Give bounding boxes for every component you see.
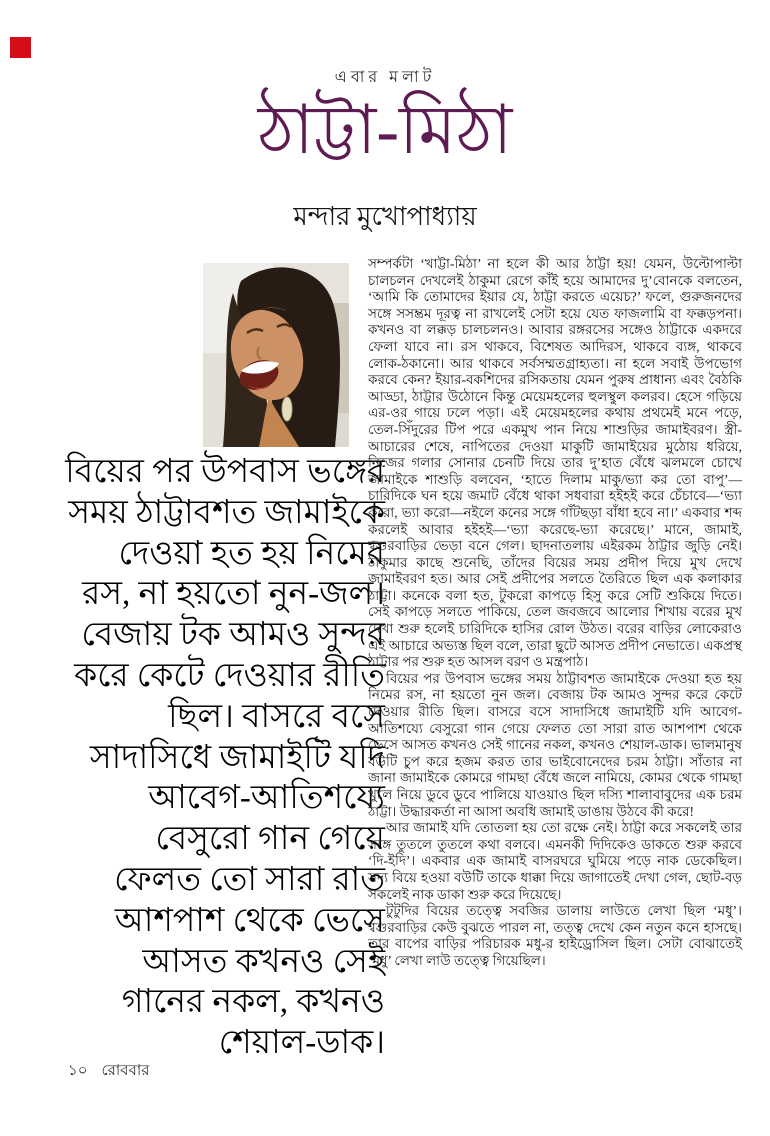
pull-quote	[40, 452, 385, 1064]
pull-quote-line: ছিল। বাসরে বসে	[168, 698, 385, 735]
page-number: ১০	[68, 1063, 88, 1079]
pull-quote-line: সাদাসিধে জামাইটি যদি	[89, 739, 385, 776]
section-kicker: এবার মলাট	[334, 69, 436, 86]
pull-quote-line: ফেলত তো সারা রাত	[114, 861, 385, 898]
pull-quote-line: বেজায় টক আমও সুন্দর	[81, 617, 385, 654]
pull-quote-line: রস, না হয়তো নুন-জল।	[82, 576, 385, 613]
pull-quote-line: আসত কখনও সেই	[142, 943, 385, 980]
pull-quote-line: দেওয়া হত হয় নিমের	[118, 535, 385, 572]
page-footer	[68, 1059, 149, 1084]
pull-quote-line: বিয়ের পর উপবাস ভঙ্গের	[65, 454, 385, 490]
pull-quote-line: আবেগ-আতিশয্যে	[148, 780, 385, 817]
author-name: মন্দার মুখোপাধ্যায়	[293, 202, 477, 231]
article-paragraph: আর জামাই যদি তোতলা হয় তো রক্ষে নেই। ঠাট্টা করে সকলেই তার সঙ্গে তুতলে তুতলে কথা বলবে। এমনকী দিদিকেও ডাকতে শুরু করবে ‘দি-ইদি’। একবার এক জামাই বাসরঘরে ঘুমিয়ে পড়ে নাক ডেকেছিল। সদ্য বিয়ে হওয়া বউটি তাকে ধাক্কা দিয়ে জাগাতেই দেখা গেল, ছোট-বড় সকলেই নাক ডাকা শুরু করে দিয়েছে।	[368, 820, 742, 902]
article-body	[368, 256, 742, 970]
page-title: ঠাট্টা-মিঠা	[257, 92, 513, 168]
pull-quote-line: শেয়াল-ডাক।	[218, 1025, 385, 1062]
laughing-woman-photo	[203, 263, 349, 447]
magazine-name: রোববার	[101, 1063, 150, 1079]
article-paragraph: টুটুদির বিয়ের তত্ত্বে সবজির ডালায় লাউতে লেখা ছিল ‘মধু’। শ্বশুরবাড়ির কেউ বুঝতে পারল না, তত্ত্ব দেখে কেন নতুন কনে হাসছে। তার বাপের বাড়ির পরিচারক মধু-র হাইড্রোসিল ছিল। সেটা বোঝাতেই ‘মধু’ লেখা লাউ তত্ত্বে গিয়েছিল।	[368, 903, 742, 968]
article-paragraph: বিয়ের পর উপবাস ভঙ্গের সময় ঠাট্টাবশত জামাইকে দেওয়া হত হয় নিমের রস, না হয়তো নুন জল। বেজায় টক আমও সুন্দর করে কেটে দেওয়ার রীতি ছিল। বাসরে বসে সাদাসিধে জামাইটি যদি আবেগ-আতিশয্যে বেসুরো গান গেয়ে ফেলত তো সারা রাত আশপাশ থেকে ভেসে আসত কখনও সেই গানের নকল, কখনও শেয়াল-ডাক। ভালমানুষ বউটি চুপ করে হজম করত তার ভাইবোনেদের চরম ঠাট্টা। সাঁতার না জানা জামাইকে কোমরে গামছা বেঁধে জলে নামিয়ে, কোমর থেকে গামছা খুলে নিয়ে ডুবে ডুবে পালিয়ে যাওয়াও ছিল দস্যি শালাবাবুদের এক চরম ঠাট্টা। উদ্ধারকর্তা না আসা অবধি জামাই ডাঙায় উঠবে কী করে!	[368, 670, 742, 819]
pull-quote-line: গানের নকল, কখনও	[121, 984, 385, 1021]
pull-quote-line: আশপাশ থেকে ভেসে	[114, 902, 385, 939]
laughing-woman-illustration	[203, 263, 349, 447]
pull-quote-line: বেসুরো গান গেয়ে	[155, 821, 385, 858]
pull-quote-line: সময় ঠাট্টাবশত জামাইকে	[68, 494, 385, 531]
article-paragraph: সম্পর্কটা ‘খাট্টা-মিঠা’ না হলে কী আর ঠাট্টা হয়! যেমন, উল্টোপাল্টা চালচলন দেখলেই ঠাকুমা রেগে কাঁই হয়ে আমাদের দু’বোনকে বলতেন, ‘আমি কি তোমাদের ইয়ার যে, ঠাট্টা করতে এয়েচ?’ ফলে, গুরুজনদের সঙ্গে সসম্ভ্রম দূরত্ব না রাখলেই সেটা হয়ে যেত ফাজলামি বা ফক্কড়পনা। কখনও বা লক্কড় চালচলনও। আবার রঙ্গরসের সঙ্গেও ঠাট্টাকে একদরে ফেলা যাবে না। রস থাকবে, বিশেষত আদিরস, থাকবে ব্যঙ্গ, থাকবে লোক-ঠকানো। আর থাকবে সর্বসম্মতগ্রাহ্যতা। না হলে সবাই উপভোগ করবে কেন? ইয়ার-বকশিদের রসিকতায় যেমন পুরুষ প্রাধান্য এবং বৈঠকি আড্ডা, ঠাট্টার উঠোনে কিন্তু মেয়েমহলের হুলস্থুল কলরব। হেসে গড়িয়ে এর-ওর গায়ে ঢলে পড়া। এই মেয়েমহলের কথায় প্রথমেই মনে পড়ে, তেল-সিঁদুরের টিপ পরে একমুখ পান নিয়ে শাশুড়ির জামাইবরণ। স্ত্রী-আচারের শেষে, নাপিতের দেওয়া মাকুটি জামাইয়ের মুঠোয় ধরিয়ে, নিজের গলার সোনার চেনটি দিয়ে তার দু’হাত বেঁধে ঝলমলে চোখে জামাইকে শাশুড়ি বলবেন, ‘হাতে দিলাম মাকু/ভ্যা কর তো বাপু’—চারিদিকে ঘন হয়ে জমাট বেঁধে থাকা সধবারা হইহই করে চেঁচাবে—‘ভ্যা করো, ভ্যা করো—নইলে কনের সঙ্গে গাঁটছড়া বাঁধা হবে না।’ একবার শব্দ করলেই আবার হইহই—‘ভ্যা করেছে-ভ্যা করেছে।’ মানে, জামাই, শ্বশুরবাড়ির ভেড়া বনে গেল। ছাদনাতলায় এইরকম ঠাট্টার জুড়ি নেই। ঠাকুমার কাছে শুনেছি, তাঁদের বিয়ের সময় প্রদীপ দিয়ে মুখ দেখে জামাইবরণ হত। আর সেই প্রদীপের সলতে তৈরিতে ছিল এক কলাকার ঠাট্টা। কনেকে বলা হত, টুকরো কাপড়ে হিসু করে সেটি শুকিয়ে দিতে। সেই কাপড়ে সলতে পাকিয়ে, তেল জবজবে আলোর শিখায় বরের মুখ দেখা শুরু হলেই চারিদিকে হাসির রোল উঠত। বরের বাড়ির লোকেরাও এই আচারে অভ্যস্ত ছিল বলে, তারা ছুটে আসত প্রদীপ নেভাতে। একপ্রস্থ ঠাট্টার পর শুরু হত আসল বরণ ও মন্ত্রপাঠ।	[368, 256, 742, 670]
red-corner-mark	[10, 37, 31, 58]
pull-quote-line: করে কেটে দেওয়ার রীতি	[74, 657, 385, 694]
